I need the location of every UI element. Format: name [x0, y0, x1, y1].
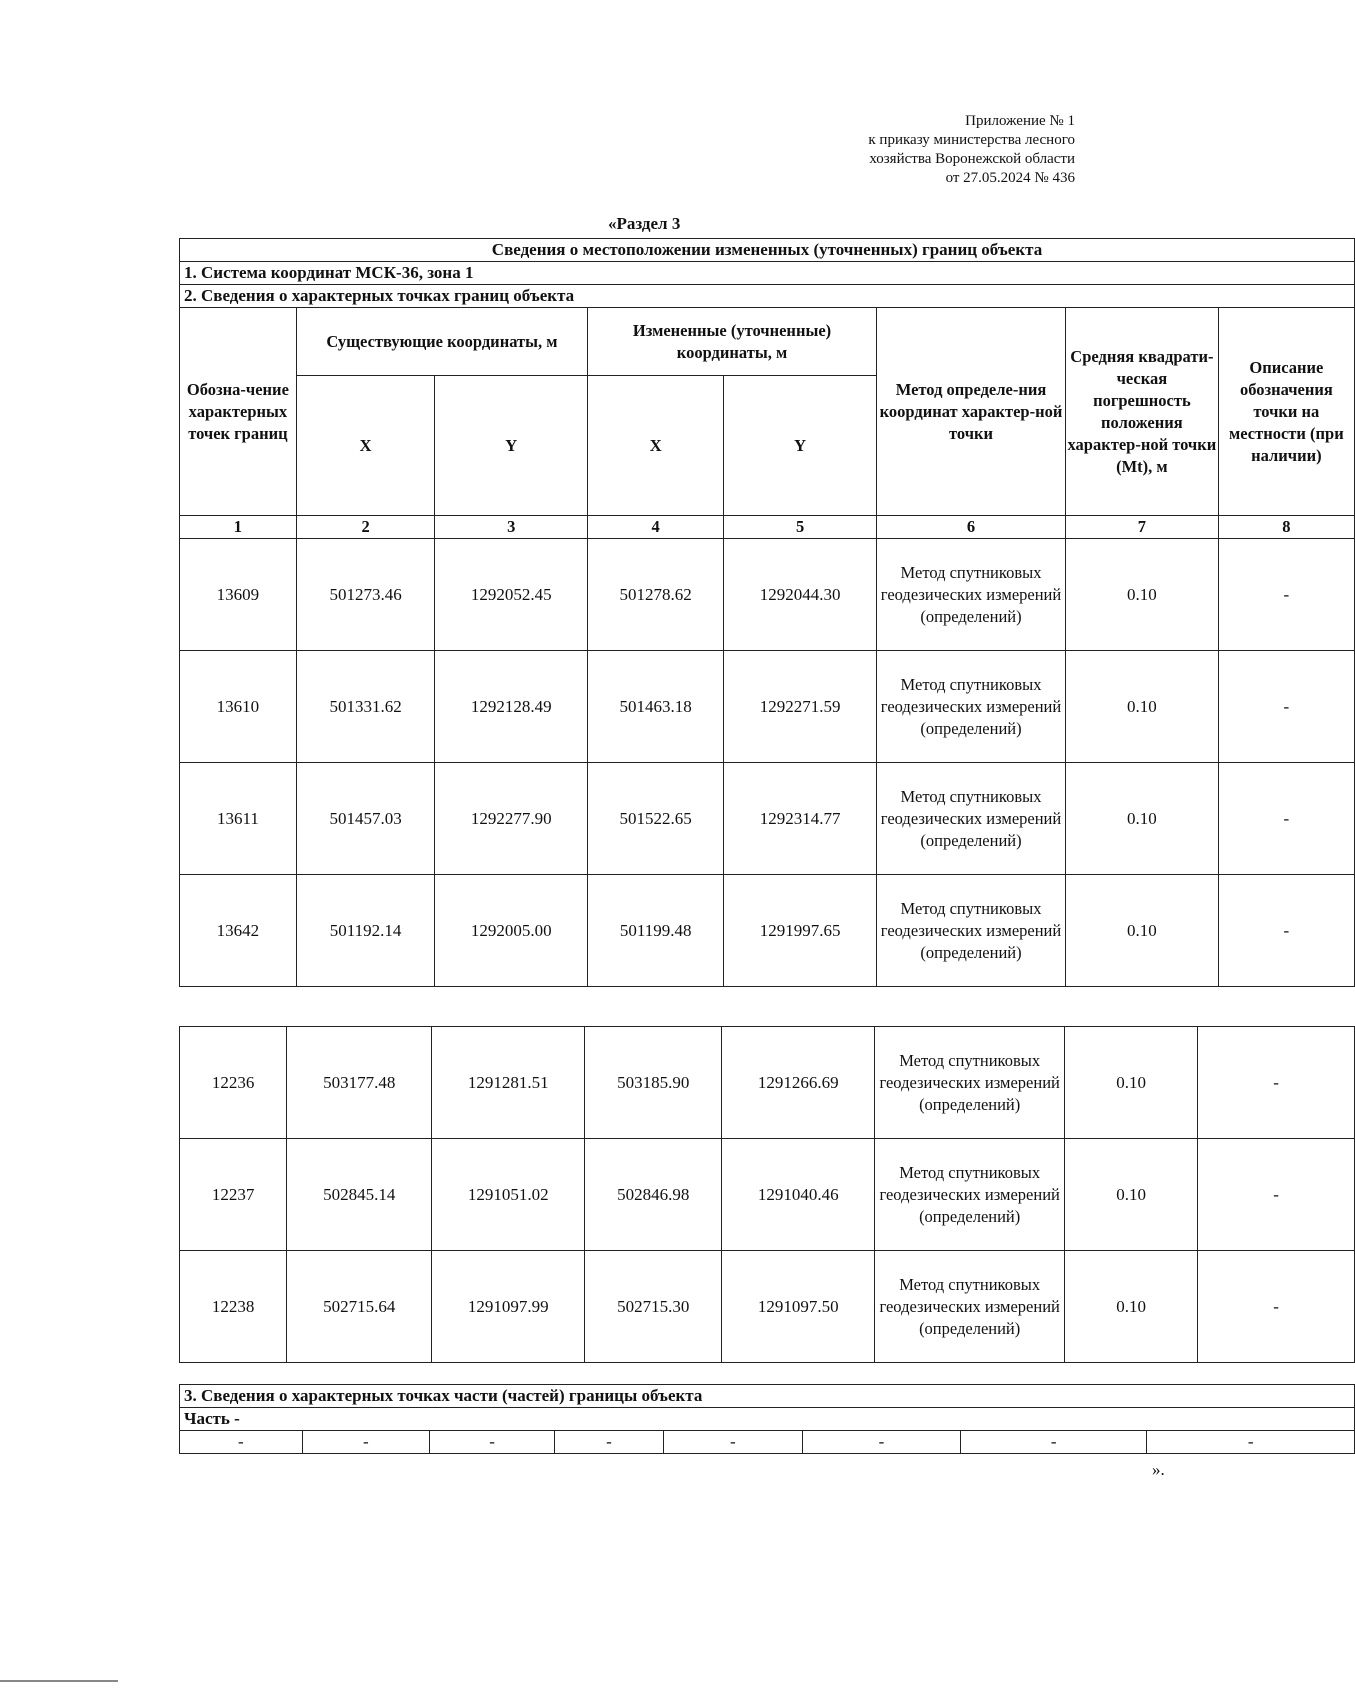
part-cell: - [180, 1431, 303, 1454]
changed-y: 1292271.59 [724, 651, 877, 763]
changed-x: 502846.98 [585, 1139, 722, 1251]
point-id: 13609 [180, 539, 297, 651]
existing-y: 1292277.90 [435, 763, 588, 875]
table-title: Сведения о местоположении измененных (уточненных) границ объекта [180, 239, 1355, 262]
header-existing-x: X [296, 376, 435, 516]
mt-error: 0.10 [1066, 651, 1219, 763]
existing-y: 1292128.49 [435, 651, 588, 763]
header-designation: Обозна-чение характерных точек границ [180, 308, 297, 516]
existing-x: 502845.14 [287, 1139, 432, 1251]
existing-x: 502715.64 [287, 1251, 432, 1363]
existing-y: 1292052.45 [435, 539, 588, 651]
parts-table [179, 1384, 1355, 1454]
method: Метод спутниковых геодезических измерений (определений) [876, 875, 1065, 987]
header-method: Метод определе-ния координат характер-ной точки [876, 308, 1065, 516]
method: Метод спутниковых геодезических измерений (определений) [875, 1027, 1065, 1139]
column-number: 6 [876, 516, 1065, 539]
mt-error: 0.10 [1065, 1027, 1198, 1139]
changed-x: 501278.62 [588, 539, 724, 651]
mt-error: 0.10 [1066, 763, 1219, 875]
header-error: Средняя квадрати-ческая погрешность положения характер-ной точки (Mt), м [1066, 308, 1219, 516]
existing-y: 1291281.51 [432, 1027, 585, 1139]
method: Метод спутниковых геодезических измерений (определений) [876, 651, 1065, 763]
changed-y: 1292044.30 [724, 539, 877, 651]
boundary-points-table [179, 238, 1355, 987]
column-number: 2 [296, 516, 435, 539]
part-cell: - [430, 1431, 555, 1454]
header-existing-y: Y [435, 376, 588, 516]
point-description: - [1218, 763, 1354, 875]
changed-y: 1291040.46 [722, 1139, 875, 1251]
table-row [180, 1431, 1355, 1454]
part-cell: - [1147, 1431, 1355, 1454]
column-number: 3 [435, 516, 588, 539]
header-existing-coords: Существующие координаты, м [296, 308, 587, 376]
mt-error: 0.10 [1065, 1139, 1198, 1251]
point-description: - [1218, 651, 1354, 763]
method: Метод спутниковых геодезических измерений (определений) [875, 1139, 1065, 1251]
part-cell: - [555, 1431, 664, 1454]
existing-y: 1291051.02 [432, 1139, 585, 1251]
column-number: 5 [724, 516, 877, 539]
changed-x: 503185.90 [585, 1027, 722, 1139]
table-row [180, 1251, 1355, 1363]
point-description: - [1198, 1027, 1355, 1139]
existing-x: 503177.48 [287, 1027, 432, 1139]
changed-y: 1291997.65 [724, 875, 877, 987]
table-row [180, 651, 1355, 763]
point-id: 12238 [180, 1251, 287, 1363]
footer-divider [0, 1680, 118, 1682]
column-number: 8 [1218, 516, 1354, 539]
parts-section-title: 3. Сведения о характерных точках части (частей) границы объекта [180, 1385, 1355, 1408]
column-number: 4 [588, 516, 724, 539]
method: Метод спутниковых геодезических измерений (определений) [875, 1251, 1065, 1363]
section-title: «Раздел 3 [608, 214, 681, 233]
changed-x: 502715.30 [585, 1251, 722, 1363]
boundary-points-table-continued [179, 1026, 1355, 1363]
table-row [180, 763, 1355, 875]
coordinate-system: 1. Система координат МСК-36, зона 1 [180, 262, 1355, 285]
appendix-line-1: Приложение № 1 [965, 113, 1075, 129]
point-id: 12236 [180, 1027, 287, 1139]
method: Метод спутниковых геодезических измерений (определений) [876, 539, 1065, 651]
header-description: Описание обозначения точки на местности (при наличии) [1218, 308, 1354, 516]
appendix-header [868, 112, 1075, 188]
point-description: - [1198, 1139, 1355, 1251]
mt-error: 0.10 [1066, 539, 1219, 651]
existing-y: 1291097.99 [432, 1251, 585, 1363]
changed-y: 1291266.69 [722, 1027, 875, 1139]
part-cell: - [960, 1431, 1146, 1454]
point-description: - [1218, 875, 1354, 987]
existing-x: 501457.03 [296, 763, 435, 875]
method: Метод спутниковых геодезических измерений (определений) [876, 763, 1065, 875]
part-label: Часть - [180, 1408, 1355, 1431]
existing-y: 1292005.00 [435, 875, 588, 987]
header-changed-y: Y [724, 376, 877, 516]
appendix-line-3: хозяйства Воронежской области [869, 151, 1075, 167]
table-row [180, 1027, 1355, 1139]
mt-error: 0.10 [1065, 1251, 1198, 1363]
changed-x: 501522.65 [588, 763, 724, 875]
appendix-line-2: к приказу министерства лесного [868, 132, 1075, 148]
table-row [180, 1139, 1355, 1251]
part-cell: - [802, 1431, 960, 1454]
table-row [180, 539, 1355, 651]
changed-x: 501463.18 [588, 651, 724, 763]
point-id: 13611 [180, 763, 297, 875]
header-changed-coords: Измененные (уточненные) координаты, м [588, 308, 877, 376]
changed-y: 1291097.50 [722, 1251, 875, 1363]
point-id: 13610 [180, 651, 297, 763]
table-row [180, 875, 1355, 987]
part-cell: - [663, 1431, 802, 1454]
mt-error: 0.10 [1066, 875, 1219, 987]
point-id: 13642 [180, 875, 297, 987]
existing-x: 501192.14 [296, 875, 435, 987]
point-description: - [1218, 539, 1354, 651]
points-section-title: 2. Сведения о характерных точках границ объекта [180, 285, 1355, 308]
point-description: - [1198, 1251, 1355, 1363]
appendix-line-4: от 27.05.2024 № 436 [945, 170, 1075, 186]
point-id: 12237 [180, 1139, 287, 1251]
closing-quote: ». [1152, 1460, 1165, 1479]
existing-x: 501273.46 [296, 539, 435, 651]
column-number: 7 [1066, 516, 1219, 539]
header-changed-x: X [588, 376, 724, 516]
changed-x: 501199.48 [588, 875, 724, 987]
part-cell: - [302, 1431, 429, 1454]
column-number: 1 [180, 516, 297, 539]
changed-y: 1292314.77 [724, 763, 877, 875]
existing-x: 501331.62 [296, 651, 435, 763]
